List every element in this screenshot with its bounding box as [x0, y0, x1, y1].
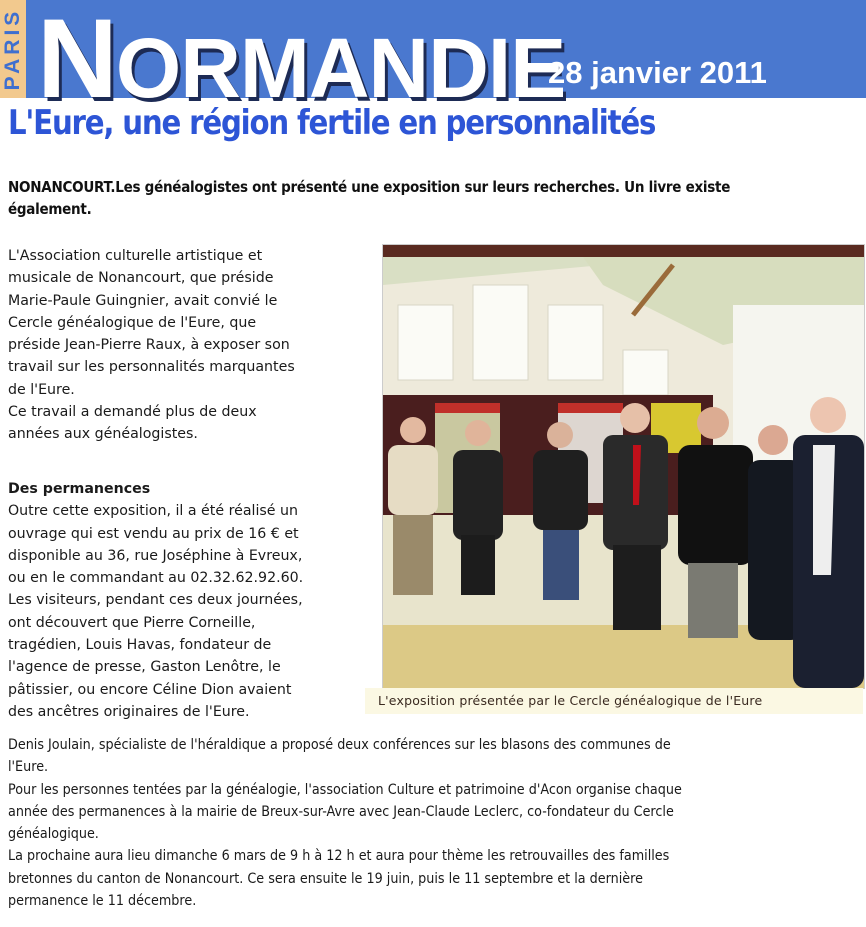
- text-line: bretonnes du canton de Nonancourt. Ce sera ensuite le 19 juin, puis le 11 septembre et la dernière: [8, 869, 643, 887]
- photo-window: [473, 285, 528, 380]
- text-line: Pour les personnes tentées par la généalogie, l'association Culture et patrimoine d'Acon organise chaque: [8, 780, 682, 798]
- text-line: La prochaine aura lieu dimanche 6 mars de 9 h à 12 h et aura pour thème les retrouvailles des familles: [8, 847, 670, 865]
- photo-window: [623, 350, 668, 395]
- text-line: pâtissier, ou encore Céline Dion avaient: [8, 681, 292, 698]
- text-line: année des permanences à la mairie de Breux-sur-Avre avec Jean-Claude Leclerc, co-fondateur du Cercle: [8, 802, 674, 820]
- text-line: Cercle généalogique de l'Eure, que: [8, 314, 257, 331]
- text-line: l'Eure.: [8, 758, 49, 776]
- text-line: des ancêtres originaires de l'Eure.: [8, 703, 250, 720]
- text-line: Denis Joulain, spécialiste de l'héraldique a proposé deux conférences sur les blasons des communes de: [8, 736, 671, 753]
- text-line: Marie-Paule Guingnier, avait convié le: [8, 292, 278, 309]
- text-line: ou en le commandant au 02.32.62.92.60.: [8, 570, 304, 587]
- intro-paragraph: [8, 245, 378, 446]
- logo-first-letter: N: [37, 0, 116, 121]
- paris-strip: [0, 0, 26, 98]
- text-line: ouvrage qui est vendu au prix de 16 € et: [8, 525, 299, 542]
- text-line: l'agence de presse, Gaston Lenôtre, le: [8, 659, 281, 676]
- lede-line: NONANCOURT.Les généalogistes ont présenté une exposition sur leurs recherches. Un livre existe: [8, 178, 731, 196]
- text-line: Outre cette exposition, il a été réalisé un: [8, 503, 299, 520]
- photo-beam: [383, 245, 864, 257]
- text-line: généalogique.: [8, 825, 99, 843]
- text-line: tragédien, Louis Havas, fondateur de: [8, 637, 272, 654]
- text-line: travail sur les personnalités marquantes: [8, 359, 295, 376]
- lede-line: également.: [8, 200, 92, 218]
- photo-window: [548, 305, 603, 380]
- text-line: L'Association culturelle artistique et: [8, 248, 263, 264]
- text-line: années aux généalogistes.: [8, 426, 198, 443]
- text-line: permanence le 11 décembre.: [8, 892, 197, 910]
- article-headline: L'Eure, une région fertile en personnalités: [8, 103, 656, 143]
- paris-label: PARIS: [1, 7, 24, 91]
- text-line: Ce travail a demandé plus de deux: [8, 404, 257, 421]
- text-line: disponible au 36, rue Joséphine à Evreux,: [8, 547, 303, 564]
- article-photo: [382, 244, 865, 689]
- photo-caption-box: [365, 688, 863, 714]
- text-line: ont découvert que Pierre Corneille,: [8, 614, 256, 631]
- text-line: Les visiteurs, pendant ces deux journées,: [8, 592, 303, 609]
- publication-date: 28 janvier 2011: [548, 55, 767, 90]
- text-line: de l'Eure.: [8, 381, 75, 398]
- logo-rest: ORMANDIE: [115, 21, 566, 115]
- text-line: musicale de Nonancourt, que préside: [8, 270, 274, 287]
- photo-illustration: [383, 245, 864, 688]
- closing-paragraphs: [8, 734, 866, 912]
- masthead: [0, 0, 866, 121]
- photo-caption: L'exposition présentée par le Cercle généalogique de l'Eure: [378, 693, 763, 708]
- text-line: préside Jean-Pierre Raux, à exposer son: [8, 337, 290, 354]
- photo-poster-banner: [435, 403, 500, 413]
- article-lede: [8, 176, 863, 220]
- photo-window: [398, 305, 453, 380]
- permanences-section: [8, 478, 378, 723]
- photo-poster-banner: [558, 403, 623, 413]
- section-subheading: Des permanences: [8, 481, 151, 497]
